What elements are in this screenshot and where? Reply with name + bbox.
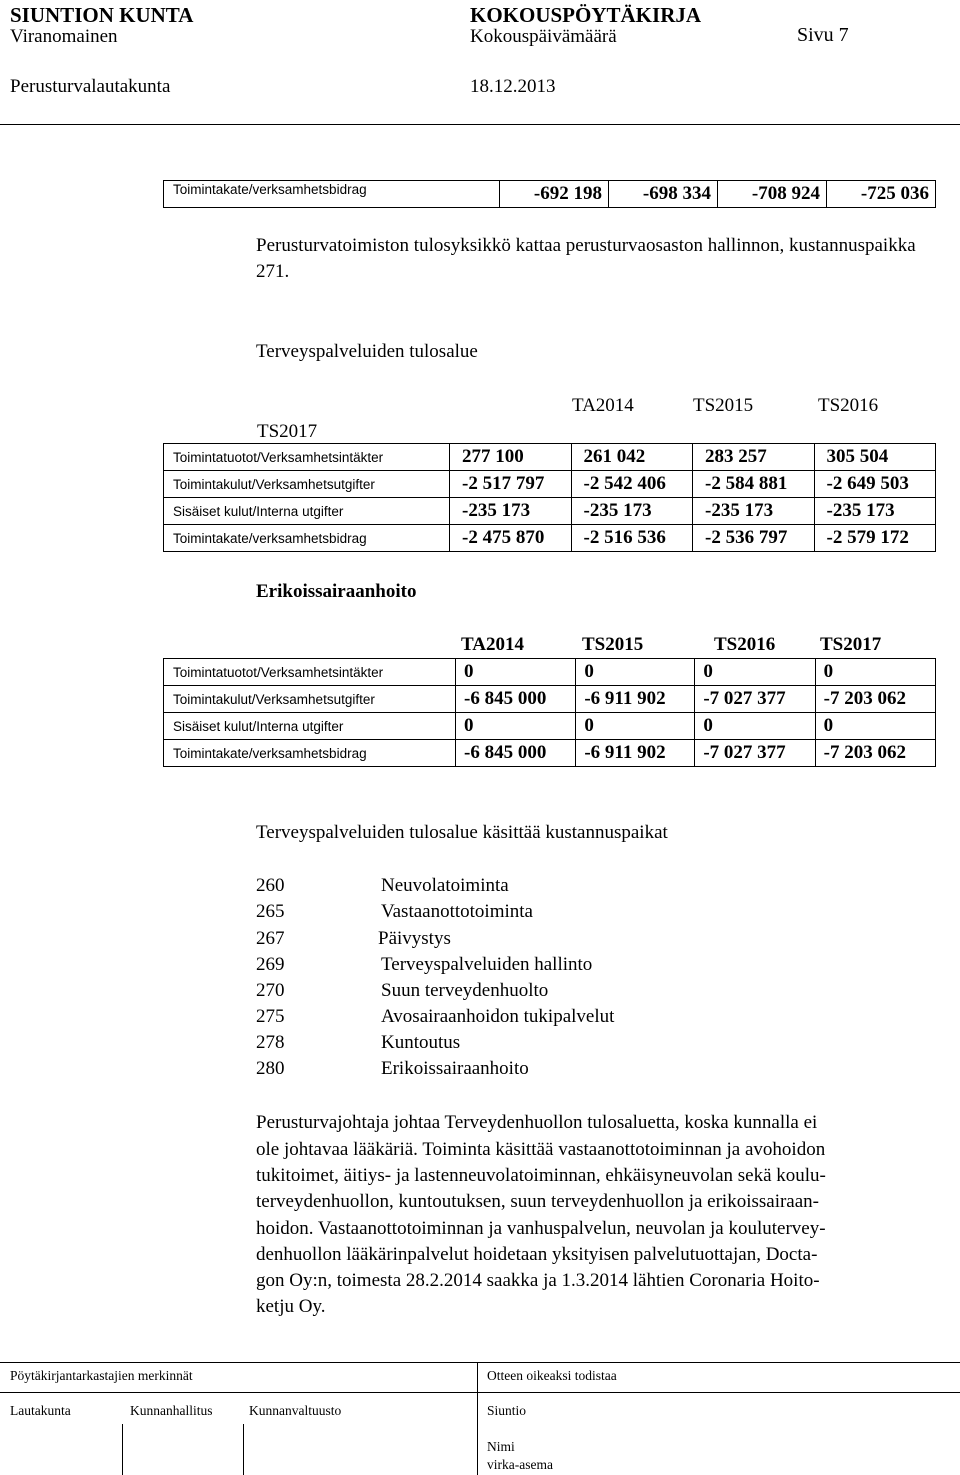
- health-table: [163, 443, 936, 552]
- row-label: Sisäiset kulut/Interna utgifter: [164, 713, 456, 740]
- value-cell: -235 173: [450, 498, 572, 525]
- cost-center-code: 270: [256, 980, 285, 1001]
- authority-label: Viranomainen: [10, 26, 118, 47]
- value-cell: -6 845 000: [456, 686, 576, 713]
- org-name: SIUNTION KUNTA: [10, 3, 194, 27]
- value-cell: -7 027 377: [695, 686, 815, 713]
- value-cell: 283 257: [693, 444, 815, 471]
- paragraph-line: ketju Oy.: [256, 1296, 326, 1317]
- summary-table: [163, 180, 936, 208]
- cost-center-name: Kuntoutus: [381, 1032, 461, 1053]
- value-cell: -235 173: [814, 498, 936, 525]
- footer-name-label: Nimi: [487, 1439, 515, 1454]
- row-label: Toimintakate/verksamhetsbidrag: [164, 525, 450, 552]
- value-cell: 0: [695, 659, 815, 686]
- column-header: TA2014: [572, 395, 634, 416]
- page-number: Sivu 7: [797, 24, 849, 46]
- cost-center-code: 269: [256, 954, 285, 975]
- row-label: Toimintakulut/Verksamhetsutgifter: [164, 686, 456, 713]
- value-cell: -6 911 902: [576, 686, 695, 713]
- cost-center-code: 280: [256, 1058, 285, 1079]
- cost-center-code: 275: [256, 1006, 285, 1027]
- column-header: TS2016: [714, 634, 776, 655]
- column-header: TS2016: [818, 395, 879, 416]
- value-cell: 0: [456, 659, 576, 686]
- paragraph-line: denhuollon lääkärinpalvelut hoidetaan yksityisen palvelutuottajan, Docta-: [256, 1244, 818, 1265]
- value-cell: 261 042: [571, 444, 693, 471]
- row-label: Toimintakulut/Verksamhetsutgifter: [164, 471, 450, 498]
- footer-mid-rule: [0, 1392, 960, 1393]
- footer-place: Siuntio: [487, 1403, 527, 1418]
- review-notes-label: Pöytäkirjantarkastajien merkinnät: [10, 1368, 193, 1383]
- footer-kunnanhallitus: Kunnanhallitus: [130, 1403, 213, 1418]
- footer-top-rule: [0, 1362, 960, 1363]
- document-type: KOKOUSPÖYTÄKIRJA: [470, 3, 702, 27]
- table-row: [164, 498, 936, 525]
- column-header: TS2015: [582, 634, 644, 655]
- paragraph-line: terveydenhuollon, kuntoutuksen, suun terveydenhuollon ja erikoissairaan-: [256, 1191, 820, 1212]
- row-label: Toimintatuotot/Verksamhetsintäkter: [164, 659, 456, 686]
- section-title-health: Terveyspalveluiden tulosalue: [256, 341, 478, 362]
- column-header: TS2015: [693, 395, 754, 416]
- cost-center-code: 260: [256, 875, 285, 896]
- value-cell: 0: [576, 659, 695, 686]
- value-cell: 277 100: [450, 444, 572, 471]
- cost-center-name: Päivystys: [378, 928, 451, 949]
- cost-center-name: Erikoissairaanhoito: [381, 1058, 529, 1079]
- value-cell: -725 036: [827, 181, 936, 208]
- value-cell: -7 203 062: [815, 686, 935, 713]
- column-header: TA2014: [461, 634, 524, 655]
- table-row: [164, 444, 936, 471]
- footer-column-divider: [477, 1362, 478, 1475]
- office-note: Perusturvatoimiston tulosyksikkö kattaa perusturvaosaston hallinnon, kustannuspaikka 271.: [256, 235, 916, 283]
- table-row: [164, 181, 936, 208]
- meeting-date-label: Kokouspäivämäärä: [470, 26, 617, 47]
- value-cell: 0: [695, 713, 815, 740]
- table-row: [164, 471, 936, 498]
- cost-center-code: 267: [256, 928, 285, 949]
- row-label: Toimintakate/verksamhetsbidrag: [164, 181, 500, 208]
- value-cell: -2 542 406: [571, 471, 693, 498]
- header-divider: [0, 124, 960, 125]
- row-label: Toimintatuotot/Verksamhetsintäkter: [164, 444, 450, 471]
- paragraph-line: Perusturvajohtaja johtaa Terveydenhuollon tulosaluetta, koska kunnalla ei: [256, 1112, 818, 1133]
- paragraph-line: gon Oy:n, toimesta 28.2.2014 saakka ja 1.3.2014 lähtien Coronaria Hoito-: [256, 1270, 820, 1291]
- cost-center-name: Suun terveydenhuolto: [381, 980, 549, 1001]
- cost-center-code: 278: [256, 1032, 285, 1053]
- table-row: [164, 686, 936, 713]
- value-cell: -708 924: [718, 181, 827, 208]
- table-row: [164, 713, 936, 740]
- authority-name: Perusturvalautakunta: [10, 76, 171, 97]
- footer-lautakunta: Lautakunta: [10, 1403, 71, 1418]
- value-cell: -2 475 870: [450, 525, 572, 552]
- cost-center-code: 265: [256, 901, 285, 922]
- section-title-special: Erikoissairaanhoito: [256, 581, 417, 602]
- value-cell: -6 845 000: [456, 740, 576, 767]
- table-row: [164, 740, 936, 767]
- meeting-date: 18.12.2013: [470, 76, 556, 97]
- value-cell: -2 579 172: [814, 525, 936, 552]
- table-row: [164, 659, 936, 686]
- paragraph-line: tukitoimet, äitiys- ja lastenneuvolatoiminnan, ehkäisyneuvolan sekä koulu-: [256, 1165, 826, 1186]
- row-label: Sisäiset kulut/Interna utgifter: [164, 498, 450, 525]
- cost-center-name: Neuvolatoiminta: [381, 875, 509, 896]
- value-cell: 0: [815, 659, 935, 686]
- value-cell: 0: [456, 713, 576, 740]
- value-cell: -2 516 536: [571, 525, 693, 552]
- row-label: Toimintakate/verksamhetsbidrag: [164, 740, 456, 767]
- cost-center-name: Vastaanottotoiminta: [381, 901, 533, 922]
- value-cell: -2 517 797: [450, 471, 572, 498]
- value-cell: 0: [815, 713, 935, 740]
- value-cell: -692 198: [500, 181, 609, 208]
- column-header: TS2017: [820, 634, 882, 655]
- value-cell: -6 911 902: [576, 740, 695, 767]
- footer-cell-divider: [243, 1424, 244, 1475]
- value-cell: 0: [576, 713, 695, 740]
- value-cell: -7 203 062: [815, 740, 935, 767]
- cost-center-name: Terveyspalveluiden hallinto: [381, 954, 593, 975]
- value-cell: 305 504: [814, 444, 936, 471]
- value-cell: -2 649 503: [814, 471, 936, 498]
- value-cell: -2 536 797: [693, 525, 815, 552]
- certified-label: Otteen oikeaksi todistaa: [487, 1368, 617, 1383]
- value-cell: -2 584 881: [693, 471, 815, 498]
- special-care-table: [163, 658, 936, 767]
- cost-centers-intro: Terveyspalveluiden tulosalue käsittää kustannuspaikat: [256, 822, 668, 843]
- footer-kunnanvaltuusto: Kunnanvaltuusto: [249, 1403, 342, 1418]
- value-cell: -7 027 377: [695, 740, 815, 767]
- cost-center-name: Avosairaanhoidon tukipalvelut: [381, 1006, 615, 1027]
- paragraph-line: hoidon. Vastaanottotoiminnan ja vanhuspalvelun, neuvolan ja koulutervey-: [256, 1218, 826, 1239]
- value-cell: -235 173: [571, 498, 693, 525]
- value-cell: -235 173: [693, 498, 815, 525]
- value-cell: -698 334: [609, 181, 718, 208]
- table-row: [164, 525, 936, 552]
- footer-cell-divider: [122, 1424, 123, 1475]
- paragraph-line: ole johtavaa lääkäriä. Toiminta käsittää vastaanottotoiminnan ja avohoidon: [256, 1139, 826, 1160]
- footer-position-label: virka-asema: [487, 1457, 553, 1472]
- column-header: TS2017: [257, 421, 318, 442]
